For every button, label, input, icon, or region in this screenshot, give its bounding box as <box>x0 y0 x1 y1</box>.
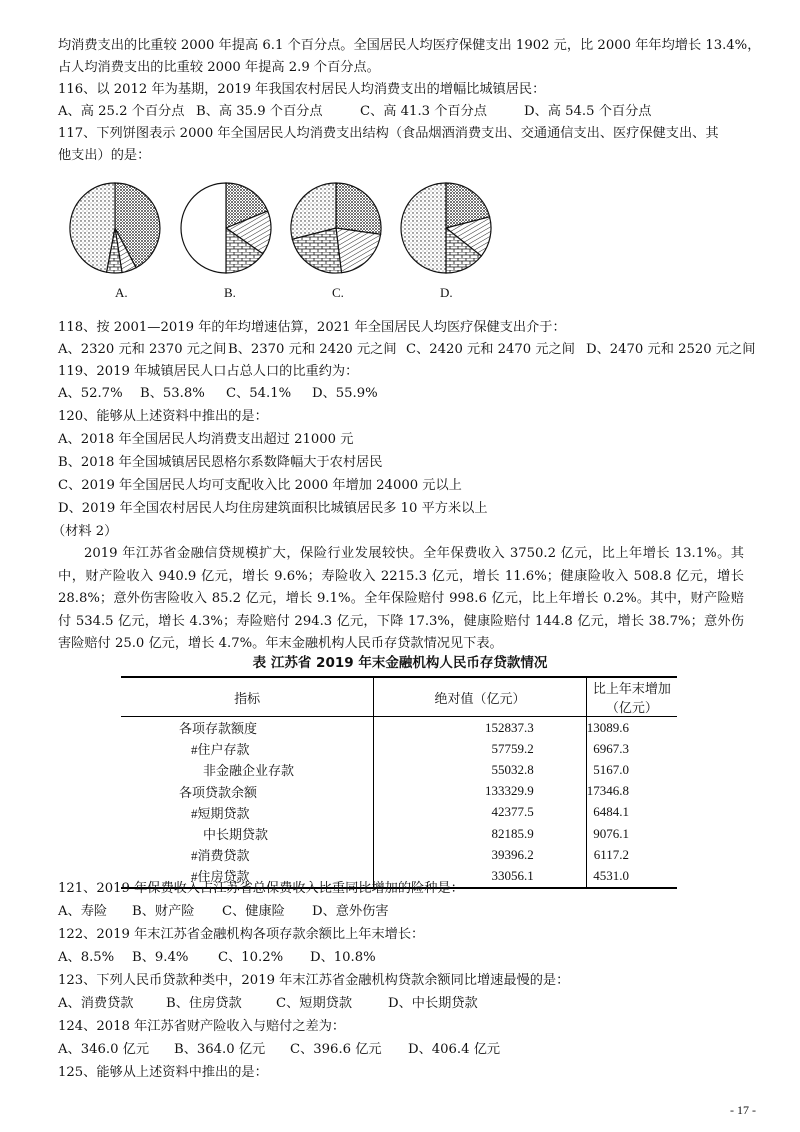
q123-option-c: C、短期贷款 <box>276 996 353 1011</box>
material-2-label: （材料 2） <box>52 524 118 539</box>
table-row <box>121 823 677 844</box>
q118-stem: 118、按 2001—2019 年的年均增速估算，2021 年全国居民人均医疗保健支出介于： <box>58 320 566 335</box>
pie-label-a: A. <box>115 285 128 300</box>
table-row <box>121 781 677 802</box>
row-value: 82185.9 <box>374 823 587 844</box>
q119-option-a: A、52.7% <box>58 386 123 401</box>
q121-stem: 121、2019 年保费收入占江苏省总保费收入比重同比增加的险种是： <box>58 881 464 896</box>
row-value: 133329.9 <box>374 781 587 802</box>
q124-options <box>58 1039 500 1061</box>
q120-stem: 120、能够从上述资料中推出的是： <box>58 409 268 424</box>
q121-option-c: C、健康险 <box>222 904 285 919</box>
deposit-loan-table <box>121 676 677 889</box>
q123-option-a: A、消费贷款 <box>58 996 134 1011</box>
row-increase: 13089.6 <box>586 719 629 735</box>
pie-label-b: B. <box>224 285 236 300</box>
q117-stem-line-2: 他支出）的是： <box>58 148 151 163</box>
row-value: 33056.1 <box>374 865 587 887</box>
q118-option-c: C、2420 元和 2470 元之间 <box>406 342 575 357</box>
q122-options <box>58 947 376 969</box>
q116-option-c: C、高 41.3 个百分点 <box>360 104 487 119</box>
table-row <box>121 802 677 823</box>
row-increase: 5167.0 <box>593 761 629 777</box>
q120-option-d: D、2019 年全国农村居民人均住房建筑面积比城镇居民多 10 平方米以上 <box>58 501 488 516</box>
page-number: - 17 - <box>730 1103 756 1117</box>
q118-options <box>58 339 755 361</box>
row-value: 152837.3 <box>374 717 587 739</box>
q116-option-a: A、高 25.2 个百分点 <box>58 104 185 119</box>
row-label: 各项存款额度 <box>121 717 374 739</box>
table-header-row <box>121 677 677 717</box>
q116-option-b: B、高 35.9 个百分点 <box>196 104 323 119</box>
q120-option-c: C、2019 年全国居民人均可支配收入比 2000 年增加 24000 元以上 <box>58 478 462 493</box>
header-absolute-value: 绝对值（亿元） <box>374 677 587 717</box>
q122-option-c: C、10.2% <box>218 950 284 965</box>
q122-option-a: A、8.5% <box>58 950 115 965</box>
table-row <box>121 844 677 865</box>
q116-options <box>58 101 651 123</box>
q119-option-b: B、53.8% <box>140 386 205 401</box>
row-increase: 4531.0 <box>586 865 677 887</box>
q124-option-b: B、364.0 亿元 <box>174 1042 266 1057</box>
pie-a <box>70 183 160 273</box>
row-label: #消费贷款 <box>121 844 374 865</box>
row-increase: 6967.3 <box>593 740 629 756</box>
pie-label-d: D. <box>440 285 453 300</box>
q119-option-c: C、54.1% <box>226 386 292 401</box>
q121-option-d: D、意外伤害 <box>312 904 389 919</box>
pie-c <box>291 183 381 273</box>
q120-option-a: A、2018 年全国居民人均消费支出超过 21000 元 <box>58 432 354 447</box>
q123-options <box>58 993 478 1015</box>
row-value: 42377.5 <box>374 802 587 823</box>
q124-stem: 124、2018 年江苏省财产险收入与赔付之差为： <box>58 1019 346 1034</box>
intro-line-1: 均消费支出的比重较 2000 年提高 6.1 个百分点。全国居民人均医疗保健支出 1902 元，比 2000 年年均增长 13.4%， <box>58 38 761 53</box>
row-increase: 6484.1 <box>593 804 629 820</box>
q122-option-d: D、10.8% <box>310 950 376 965</box>
row-label: 中长期贷款 <box>121 823 374 844</box>
row-value: 39396.2 <box>374 844 587 865</box>
row-value: 57759.2 <box>374 738 587 759</box>
q124-option-c: C、396.6 亿元 <box>290 1042 382 1057</box>
q116-option-d: D、高 54.5 个百分点 <box>524 104 652 119</box>
row-value: 55032.8 <box>374 759 587 780</box>
q118-option-b: B、2370 元和 2420 元之间 <box>228 342 397 357</box>
header-increase: 比上年末增加（亿元） <box>586 677 677 717</box>
header-indicator: 指标 <box>121 677 374 717</box>
row-label: 非金融企业存款 <box>121 759 374 780</box>
q124-option-a: A、346.0 亿元 <box>58 1042 150 1057</box>
row-label: 各项贷款余额 <box>121 781 374 802</box>
table-row <box>121 738 677 759</box>
pie-b <box>181 183 271 273</box>
q123-option-d: D、中长期贷款 <box>388 996 478 1011</box>
q119-options <box>58 383 378 405</box>
q122-option-b: B、9.4% <box>132 950 189 965</box>
row-increase: 9076.1 <box>593 825 629 841</box>
pie-d <box>401 183 491 273</box>
q125-stem: 125、能够从上述资料中推出的是： <box>58 1065 268 1080</box>
q124-option-d: D、406.4 亿元 <box>408 1042 501 1057</box>
q122-stem: 122、2019 年末江苏省金融机构各项存款余额比上年末增长： <box>58 927 425 942</box>
table-row <box>121 759 677 780</box>
q118-option-d: D、2470 元和 2520 元之间 <box>586 342 756 357</box>
row-increase: 6117.2 <box>593 846 629 862</box>
row-label: #住房贷款 <box>121 865 374 887</box>
q121-options <box>58 901 389 923</box>
table-row <box>121 717 677 739</box>
q116-stem: 116、以 2012 年为基期，2019 年我国农村居民人均消费支出的增幅比城镇居民： <box>58 82 546 97</box>
q121-option-b: B、财产险 <box>132 904 195 919</box>
q118-option-a: A、2320 元和 2370 元之间 <box>58 342 227 357</box>
q123-option-b: B、住房贷款 <box>166 996 242 1011</box>
row-label: #住户存款 <box>121 738 374 759</box>
row-label: #短期贷款 <box>121 802 374 823</box>
material-2-paragraph: 2019 年江苏省金融信贷规模扩大，保险行业发展较快。全年保费收入 3750.2 亿元，比上年增长 13.1%。其中，财产险收入 940.9 亿元，增长 9.6%；寿险收入 2215.3 亿元，增长 11.6%；健康险收入 508.8 亿元，增长 28.8%；意外伤害险收入 85.2 亿元，增长 9.1%。全年保险赔付 998.6 亿元，比上年增长 0.2%。其中，财产险赔付 534.5 亿元，增长 4.3%；寿险赔付 294.3 亿元，下降 17.3%，健康险赔付 144.8 亿元，增长 38.7%；意外伤害险赔付 25.0 亿元，增长 4.7%。年末金融机构人民币存贷款情况见下表。 <box>58 546 744 652</box>
q123-stem: 123、下列人民币贷款种类中，2019 年末江苏省金融机构贷款余额同比增速最慢的是： <box>58 973 570 988</box>
row-increase: 17346.8 <box>586 783 629 799</box>
q120-option-b: B、2018 年全国城镇居民恩格尔系数降幅大于农村居民 <box>58 455 383 470</box>
intro-line-2: 占人均消费支出的比重较 2000 年提高 2.9 个百分点。 <box>58 60 380 75</box>
q121-option-a: A、寿险 <box>58 904 108 919</box>
q119-stem: 119、2019 年城镇居民人口占总人口的比重约为： <box>58 364 359 379</box>
q117-stem-line-1: 117、下列饼图表示 2000 年全国居民人均消费支出结构（食品烟酒消费支出、交通通信支出、医疗保健支出、其 <box>58 126 719 141</box>
pie-label-c: C. <box>332 285 344 300</box>
table-title: 表 江苏省 2019 年末金融机构人民币存贷款情况 <box>252 655 548 671</box>
q119-option-d: D、55.9% <box>312 386 378 401</box>
